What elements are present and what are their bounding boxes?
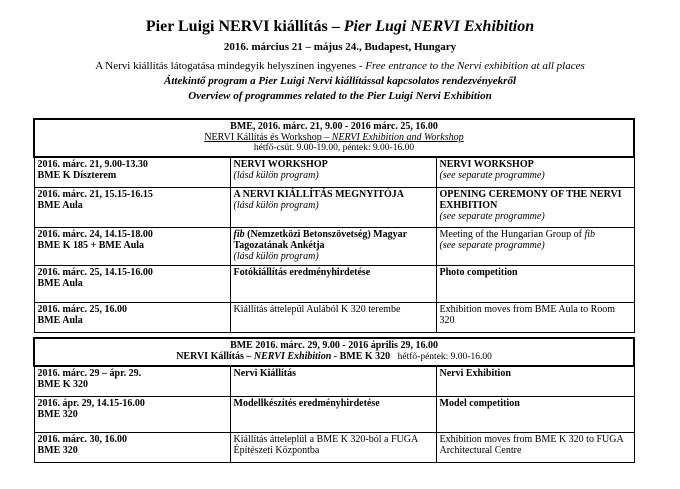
row-date: 2016. márc. 21, 15.15-16.15	[37, 188, 153, 200]
section-title-a: NERVI Kállítás –	[176, 351, 254, 362]
event-hungarian: Kiállítás áttelepül Aulából K 320 terembe	[233, 303, 401, 315]
table-row	[34, 157, 634, 187]
schedule-table-exhibition	[33, 337, 635, 463]
row-place: BME K Díszterem	[37, 170, 117, 181]
event-hungarian: A NERVI KIÁLLÍTÁS MEGNYITÓJA	[233, 188, 405, 200]
event-english: OPENING CEREMONY OF THE NERVI EXHBITION	[439, 188, 622, 211]
section-header	[34, 119, 634, 157]
row-date: 2016. márc. 25, 16.00	[37, 303, 128, 315]
row-english	[436, 366, 634, 396]
row-hungarian	[230, 157, 436, 187]
table-row	[34, 432, 634, 462]
row-when-where	[34, 432, 230, 462]
note-hungarian: (lásd külön program)	[233, 199, 319, 211]
row-when-where	[34, 366, 230, 396]
event-english: Photo competition	[439, 266, 518, 278]
row-place: BME K 185 + BME Aula	[37, 239, 145, 251]
row-english	[436, 187, 634, 227]
fib-abbreviation: fib	[584, 228, 596, 240]
section-hours: hétfő-csüt. 9.00-19.00, péntek: 9.00-16.00	[253, 143, 415, 153]
note-hungarian: (lásd külön program)	[233, 170, 319, 181]
event-hungarian: Fotókiállítás eredményhirdetése	[233, 266, 371, 278]
row-hungarian	[230, 366, 436, 396]
section-title-hungarian: NERVI Kállítás és Workshop –	[204, 132, 332, 143]
section-title-c: - BME K 320	[331, 351, 391, 362]
row-hungarian	[230, 396, 436, 432]
section-title	[38, 132, 630, 143]
section-header-row	[34, 338, 634, 366]
row-english	[436, 396, 634, 432]
row-when-where	[34, 302, 230, 332]
section-title-english: NERVI Exhibition and Workshop	[331, 132, 464, 143]
event-english: Nervi Exhibition	[439, 368, 511, 379]
row-when-where	[34, 157, 230, 187]
event-hungarian: NERVI WORKSHOP	[233, 159, 328, 170]
free-entrance-note	[0, 60, 680, 72]
title-english: Pier Lugi NERVI Exhibition	[343, 18, 535, 35]
row-place: BME Aula	[37, 314, 83, 326]
event-hungarian-text: (Nemzetközi Betonszövetség) Magyar Tagozatának Ankétja	[233, 228, 407, 251]
section-header-row	[34, 119, 634, 157]
row-hungarian	[230, 227, 436, 265]
schedule-table-workshop	[33, 118, 635, 333]
row-when-where	[34, 396, 230, 432]
table-row	[34, 396, 634, 432]
row-english	[436, 157, 634, 187]
row-when-where	[34, 227, 230, 265]
row-hungarian	[230, 432, 436, 462]
exhibition-dates: 2016. március 21 – május 24., Budapest, Hungary	[223, 41, 457, 53]
overview-english: Overview of programmes related to the Pier Luigi Nervi Exhibition	[188, 90, 492, 102]
event-hungarian: Nervi Kiállítás	[233, 368, 296, 379]
document-title	[0, 18, 680, 36]
table-row	[34, 265, 634, 302]
free-entrance-english: Free entrance to the Nervi exhibition at all places	[365, 60, 585, 72]
table-row	[34, 227, 634, 265]
section-title	[38, 351, 630, 363]
table-row	[34, 302, 634, 332]
free-entrance-hungarian: A Nervi kiállítás látogatása mindegyik helyszínen ingyenes -	[95, 60, 366, 72]
row-english	[436, 432, 634, 462]
row-hungarian	[230, 302, 436, 332]
event-english-text: Meeting of the Hungarian Group of	[439, 228, 585, 240]
row-date: 2016. márc. 30, 16.00	[37, 433, 128, 445]
note-english: (see separate programme)	[439, 170, 545, 181]
event-english: Exhibition moves from BME K 320 to FUGA Architectural Centre	[439, 433, 624, 456]
row-place: BME 320	[37, 408, 78, 420]
note-english: (see separate programme)	[439, 239, 545, 251]
section-dates: BME 2016. márc. 29, 9.00 - 2016 április 29, 16.00	[230, 340, 438, 351]
row-date: 2016. ápr. 29, 14.15-16.00	[37, 397, 145, 409]
table-row	[34, 366, 634, 396]
row-english	[436, 302, 634, 332]
row-date: 2016. márc. 24, 14.15-18.00	[37, 228, 153, 240]
row-place: BME Aula	[37, 199, 83, 211]
row-when-where	[34, 265, 230, 302]
row-date: 2016. márc. 21, 9.00-13.30	[37, 159, 148, 170]
section-title-b: NERVI Exhibition	[253, 351, 332, 362]
row-date: 2016. márc. 29 – ápr. 29.	[37, 368, 142, 379]
row-place: BME K 320	[37, 379, 89, 390]
event-english: Exhibition moves from BME Aula to Room 320	[439, 303, 616, 326]
note-english: (see separate programme)	[439, 210, 545, 222]
row-date: 2016. márc. 25, 14.15-16.00	[37, 266, 153, 278]
section-hours: hétfő-péntek: 9.00-16.00	[397, 352, 492, 362]
row-english	[436, 227, 634, 265]
event-english: NERVI WORKSHOP	[439, 159, 534, 170]
event-hungarian: Modellkészítés eredményhirdetése	[233, 397, 380, 409]
title-hungarian: Pier Luigi NERVI kiállítás –	[145, 18, 344, 35]
row-hungarian	[230, 187, 436, 227]
row-hungarian	[230, 265, 436, 302]
event-english	[440, 229, 631, 240]
overview-hungarian: Áttekintő program a Pier Luigi Nervi kiállítással kapcsolatos rendezvényekről	[164, 75, 516, 87]
row-place: BME 320	[37, 444, 78, 456]
row-english	[436, 265, 634, 302]
row-place: BME Aula	[37, 277, 83, 289]
section-header	[34, 338, 634, 366]
fib-abbreviation: fib	[233, 228, 245, 240]
event-hungarian	[234, 229, 433, 251]
note-hungarian: (lásd külön program)	[233, 250, 319, 262]
table-row	[34, 187, 634, 227]
event-english: Model competition	[439, 397, 520, 409]
row-when-where	[34, 187, 230, 227]
event-hungarian: Kiállítás átteleplül a BME K 320-ból a FUGA Építészeti Központba	[233, 433, 418, 456]
section-dates: BME, 2016. márc. 21, 9.00 - 2016 márc. 25, 16.00	[230, 121, 438, 132]
